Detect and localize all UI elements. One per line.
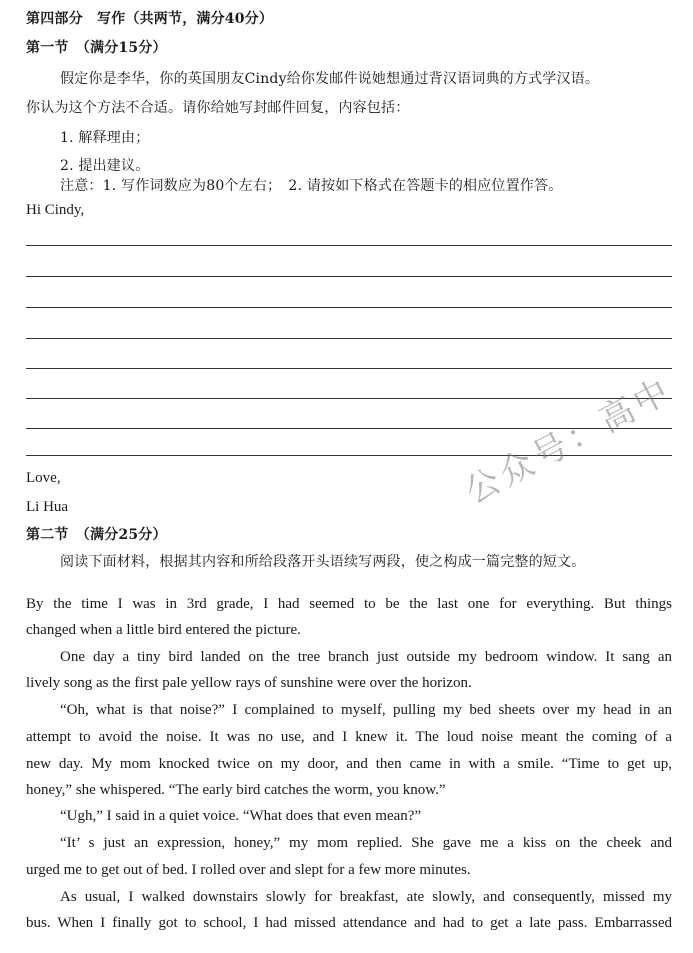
prompt-line-2: 你认为这个方法不合适。请你给她写封邮件回复，内容包括： bbox=[26, 100, 410, 116]
story-line: “It’ s just an expression, honey,” my mom replied. She gave me a kiss on the cheek and bbox=[60, 835, 672, 851]
writing-line bbox=[26, 307, 672, 308]
story-line: As usual, I walked downstairs slowly for breakfast, ate slowly, and consequently, missed my bbox=[60, 889, 672, 905]
section2-heading: 第二节 （满分25分） bbox=[26, 527, 167, 543]
note: 注意：1. 写作词数应为80个左右； 2. 请按如下格式在答题卡的相应位置作答。 bbox=[60, 178, 563, 194]
story-line: honey,” she whispered. “The early bird catches the worm, you know.” bbox=[26, 782, 446, 798]
story-line: “Ugh,” I said in a quiet voice. “What does that even mean?” bbox=[60, 808, 422, 824]
story-line: urged me to get out of bed. I rolled over and slept for a few more minutes. bbox=[26, 862, 471, 878]
watermark: 公众号：高中 bbox=[458, 370, 679, 513]
writing-line bbox=[26, 276, 672, 277]
writing-line bbox=[26, 338, 672, 339]
story-line: changed when a little bird entered the picture. bbox=[26, 622, 301, 638]
story-line: bus. When I finally got to school, I had missed attendance and had to get a late pass. Embarrassed bbox=[26, 915, 672, 931]
writing-line bbox=[26, 368, 672, 369]
part-heading: 第四部分 写作（共两节，满分40分） bbox=[26, 11, 274, 27]
section1-heading: 第一节 （满分15分） bbox=[26, 40, 167, 56]
signature: Li Hua bbox=[26, 499, 69, 515]
section2-instruction: 阅读下面材料，根据其内容和所给段落开头语续写两段，使之构成一篇完整的短文。 bbox=[60, 554, 586, 570]
story-line: By the time I was in 3rd grade, I had seemed to be the last one for everything. But things bbox=[26, 596, 672, 612]
story-line: “Oh, what is that noise?” I complained to myself, pulling my bed sheets over my head in an bbox=[60, 702, 672, 718]
prompt-line-1: 假定你是李华，你的英国朋友Cindy给你发邮件说她想通过背汉语词典的方式学汉语。 bbox=[60, 71, 600, 87]
writing-line bbox=[26, 398, 672, 399]
story-line: lively song as the first pale yellow rays of sunshine were over the horizon. bbox=[26, 675, 472, 691]
closing: Love, bbox=[26, 470, 61, 486]
greeting: Hi Cindy, bbox=[26, 202, 85, 218]
story-line: One day a tiny bird landed on the tree branch just outside my bedroom window. It sang an bbox=[60, 649, 672, 665]
story-line: attempt to avoid the noise. It was no use, and I knew it. The loud noise meant the coming of a bbox=[26, 729, 672, 745]
writing-line bbox=[26, 428, 672, 429]
point-2: 2. 提出建议。 bbox=[60, 158, 150, 174]
point-1: 1. 解释理由； bbox=[60, 130, 150, 146]
story-line: new day. My mom knocked twice on my door, and then came in with a smile. “Time to get up, bbox=[26, 756, 672, 772]
writing-line bbox=[26, 455, 672, 456]
writing-line bbox=[26, 245, 672, 246]
